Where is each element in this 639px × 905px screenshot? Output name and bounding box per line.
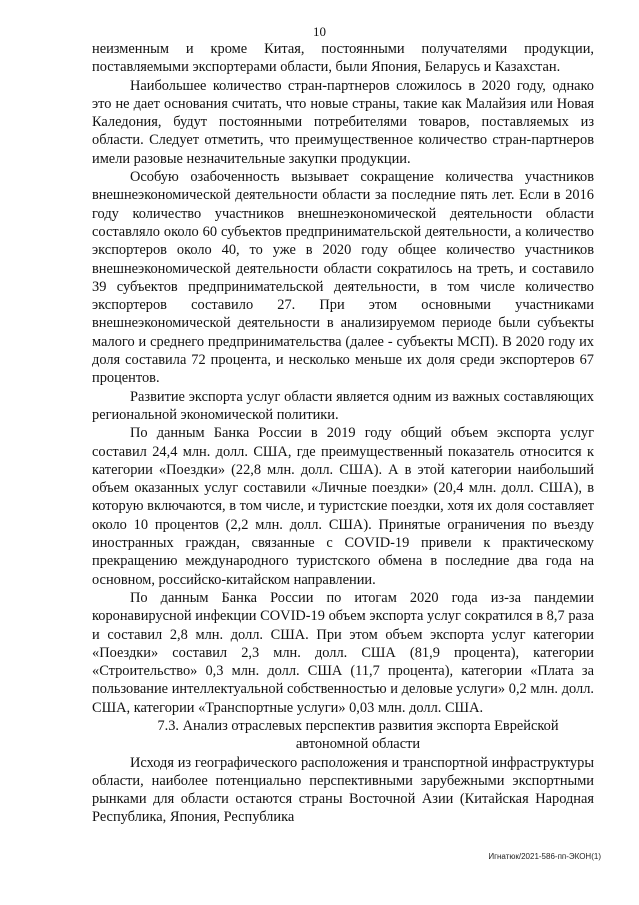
document-code: Игнатюк/2021-586-пп-ЭКОН(1) (488, 852, 601, 861)
page-number: 10 (313, 24, 326, 39)
paragraph-partner-continuation: неизменным и кроме Китая, постоянными получателями продукции, поставляемыми экспортерами области, были Япония, Беларусь и Казахстан. (92, 41, 594, 76)
paragraph-geography: Исходя из географического расположения и транспортной инфраструктуры области, наиболее потенциально перспективными зарубежными экспортными рынками для области остаются страны Восточной Азии (Китайская Народная Республика, Япония, Республика (92, 754, 594, 826)
paragraph-partner-countries: Наибольшее количество стран-партнеров сложилось в 2020 году, однако это не дает основания считать, что новые страны, такие как Малайзия или Новая Каледония, будут постоянными потребителями товаров, поставляемых из области. Следует отметить, что преимущественное количество стран-партнеров имели разовые незначительные закупки продукции. (92, 77, 594, 167)
paragraph-bank-2020: По данным Банка России по итогам 2020 года из-за пандемии коронавирусной инфекции COVID-19 объем экспорта услуг сократился в 8,7 раза и составил 2,8 млн. долл. США. При этом объем экспорта услуг категории «Поездки» составил 2,3 млн. долл. США (81,9 процента), категории «Строительство» 0,3 млн. долл. США (11,7 процента), категории «Плата за пользование интеллектуальной собственностью и деловые услуги» 0,2 млн. долл. США, категории «Транспортные услуги» 0,03 млн. долл. США. (92, 589, 594, 716)
section-heading: 7.3. Анализ отраслевых перспектив развития экспорта Еврейской автономной области (157, 717, 559, 753)
paragraph-services-export: Развитие экспорта услуг области является одним из важных составляющих региональной экономической политики. (92, 388, 594, 423)
paragraph-participants-decline: Особую озабоченность вызывает сокращение количества участников внешнеэкономической деятельности области за последние пять лет. Если в 2016 году количество участников внешнеэкономической деятельности области составляло около 60 субъектов предпринимательской деятельности, а количество экспортеров около 40, то уже в 2020 году общее количество участников внешнеэкономической деятельности области сократилось на треть, и составило 39 субъектов предпринимательской деятельности, в том числе количество экспортеров составило 27. При этом основными участниками внешнеэкономической деятельности в анализируемом периоде были субъекты малого и среднего предпринимательства (далее - субъекты МСП). В 2020 году их доля составила 72 процента, и несколько меньше их доля среди экспортеров 67 процентов. (92, 169, 594, 387)
paragraph-bank-2019: По данным Банка России в 2019 году общий объем экспорта услуг составил 24,4 млн. долл. США, где преимущественный показатель относится к категории «Поездки» (22,8 млн. долл. США). А в этой категории наибольший объем оказанных услуг составили «Личные поездки» (20,4 млн. долл. США), в которую включаются, в том числе, и туристские поездки, хотя их доля составляет около 10 процентов (2,2 млн. долл. США). Принятые ограничения по въезду иностранных граждан, связанные с COVID-19 привели к практическому прекращению международного туристского обмена в последние два года на основном, российско-китайском направлении. (92, 425, 594, 588)
document-body (92, 40, 594, 827)
